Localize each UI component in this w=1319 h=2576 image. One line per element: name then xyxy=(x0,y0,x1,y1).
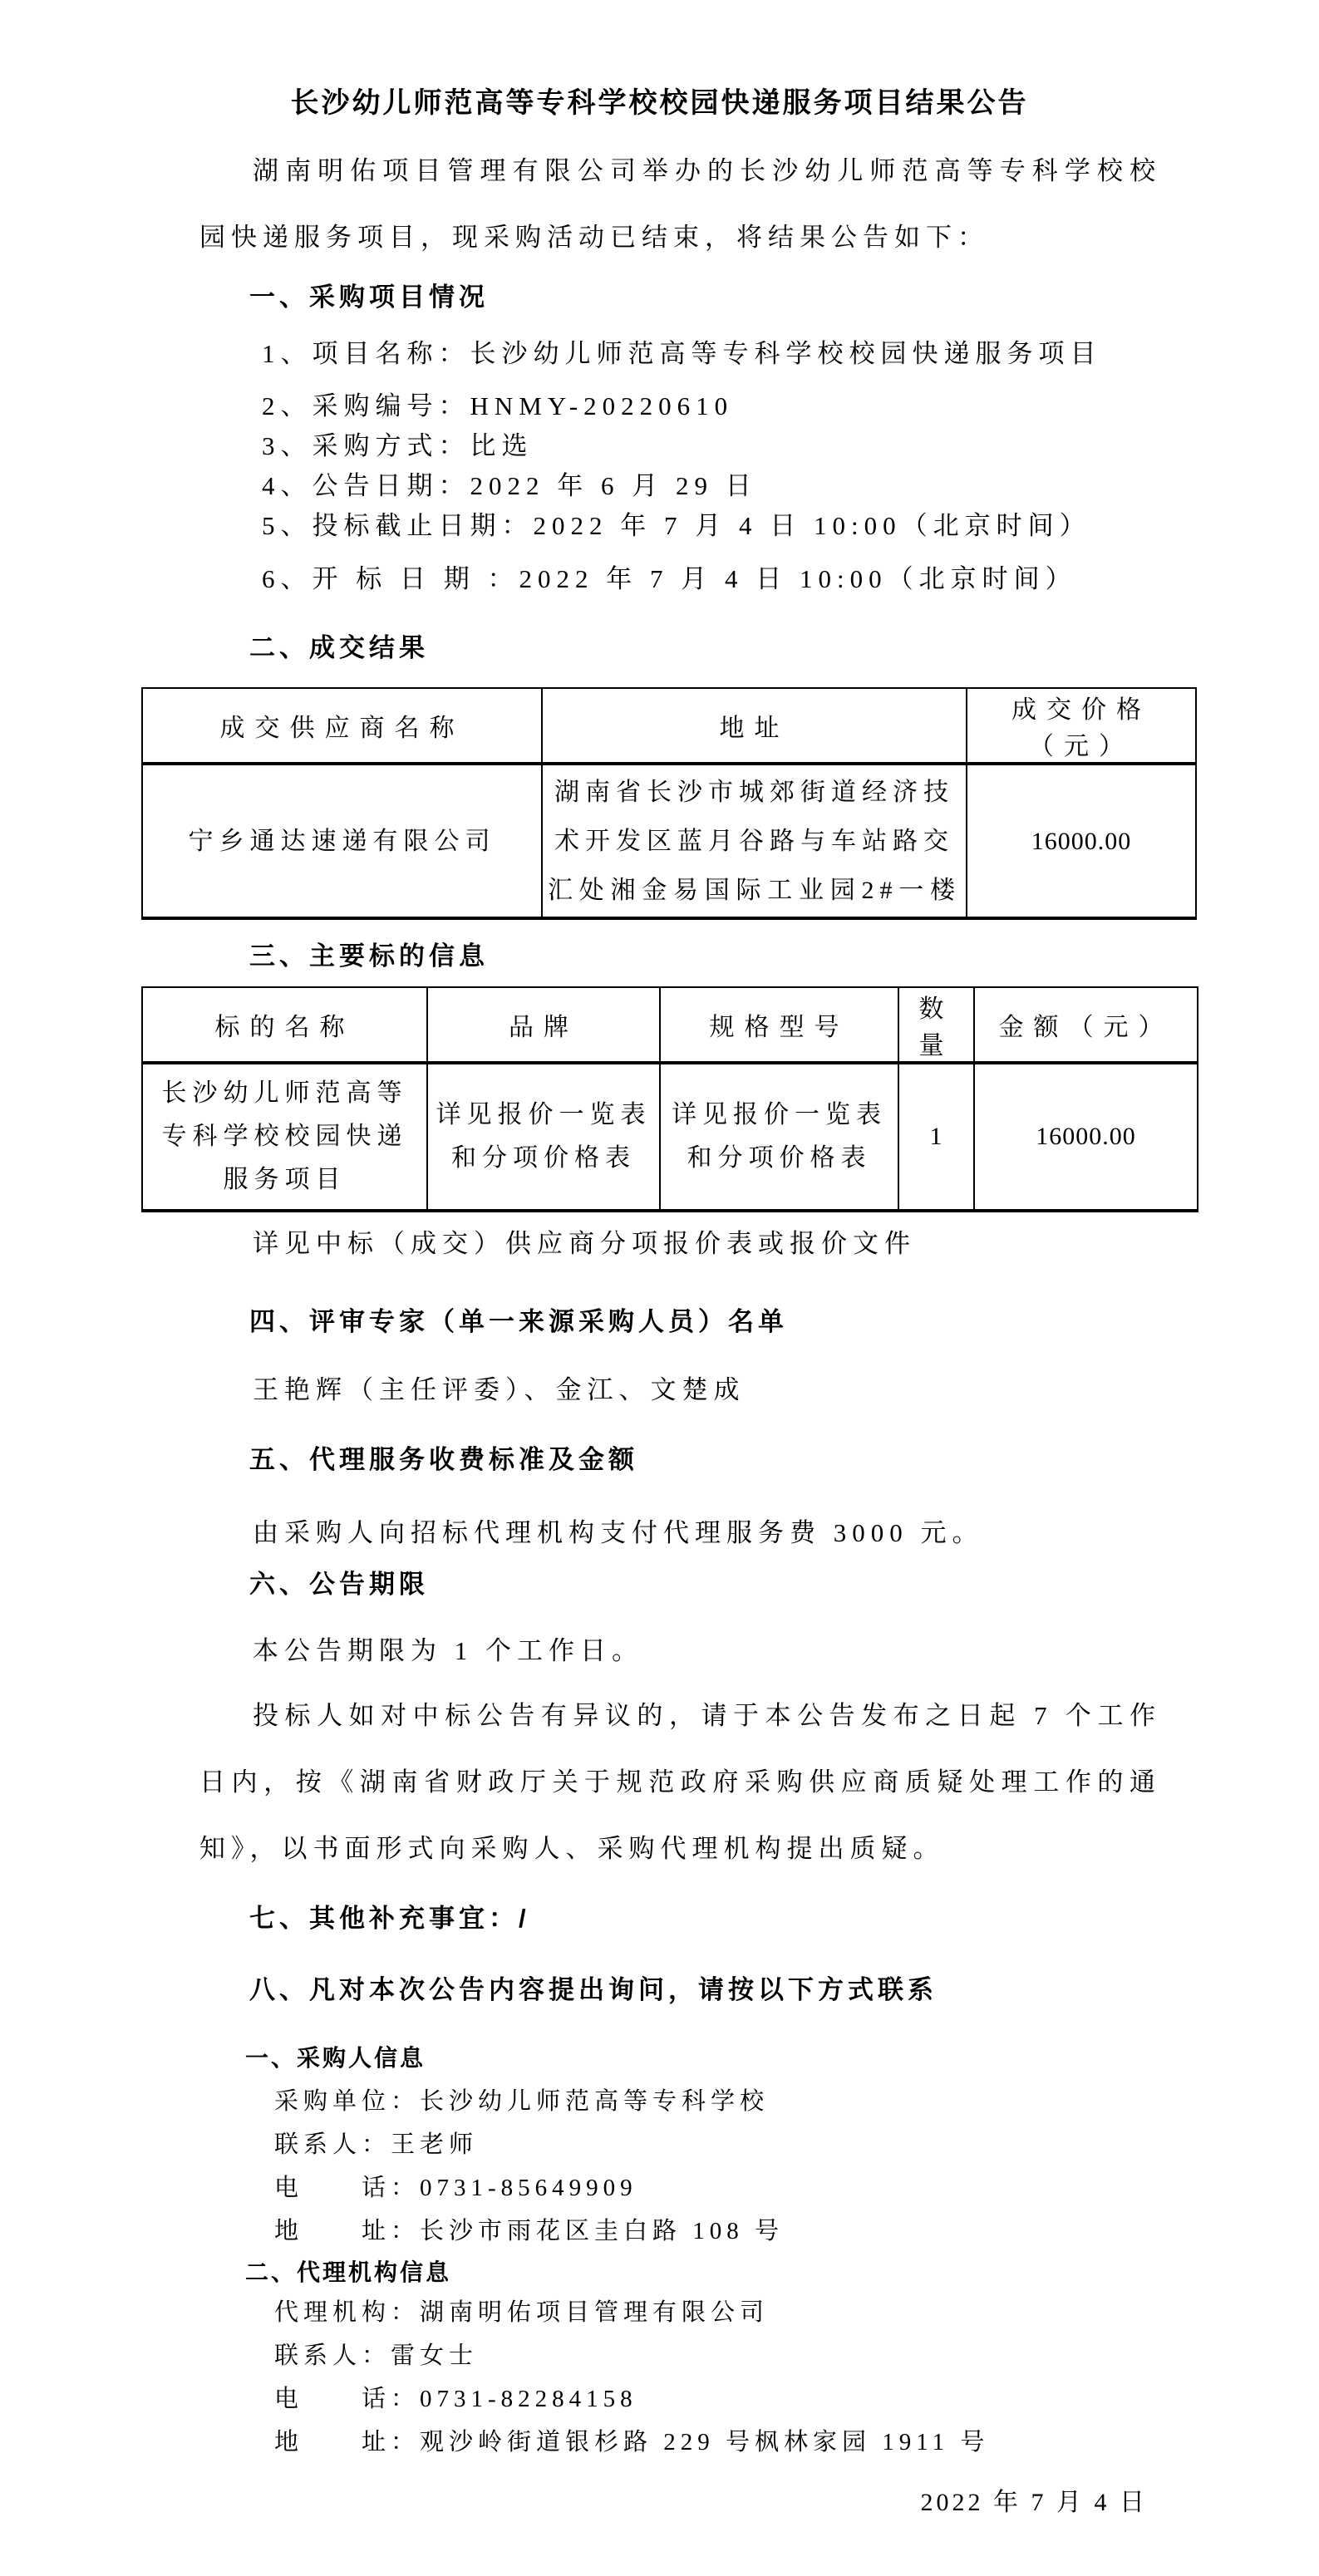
agency-contact-line: 联系人：雷女士 xyxy=(274,2342,479,2369)
subject-name-cell: 长沙幼儿师范高等专科学校校园快递服务项目 xyxy=(142,1063,427,1211)
subject-note: 详见中标（成交）供应商分项报价表或报价文件 xyxy=(253,1229,916,1258)
deal-result-header-row xyxy=(142,688,1196,764)
section-6-heading: 六、公告期限 xyxy=(249,1570,429,1599)
agency-address-line: 地 址：观沙岭街道银杉路 229 号枫林家园 1911 号 xyxy=(274,2429,990,2456)
supplier-name-header: 成交供应商名称 xyxy=(142,688,542,764)
item-procurement-number: 2、采购编号：HNMY-20220610 xyxy=(262,391,734,420)
item-bid-opening-date: 6、开 标 日 期 ：2022 年 7 月 4 日 10:00（北京时间） xyxy=(262,564,1077,593)
deal-result-row xyxy=(142,764,1196,918)
agency-fee-text: 由采购人向招标代理机构支付代理服务费 3000 元。 xyxy=(253,1518,984,1547)
item-project-name: 1、项目名称：长沙幼儿师范高等专科学校校园快递服务项目 xyxy=(262,339,1102,368)
document-title: 长沙幼儿师范高等专科学校校园快递服务项目结果公告 xyxy=(290,88,1029,119)
subject-info-header-row xyxy=(142,987,1198,1063)
section-3-heading: 三、主要标的信息 xyxy=(249,941,489,971)
section-2-heading: 二、成交结果 xyxy=(249,633,429,662)
item-bid-deadline: 5、投标截止日期：2022 年 7 月 4 日 10:00（北京时间） xyxy=(262,511,1091,540)
supplier-name-cell: 宁乡通达速递有限公司 xyxy=(142,764,542,918)
spec-model-header: 规格型号 xyxy=(660,987,898,1063)
deal-result-table xyxy=(141,687,1197,920)
amount-cell: 16000.00 xyxy=(974,1063,1198,1211)
purchaser-unit-line: 采购单位：长沙幼儿师范高等专科学校 xyxy=(274,2088,770,2115)
purchaser-info-heading: 一、采购人信息 xyxy=(245,2045,426,2071)
announcement-period-text: 本公告期限为 1 个工作日。 xyxy=(253,1636,643,1665)
deal-price-header: 成交价格（元） xyxy=(967,688,1196,764)
brand-header: 品牌 xyxy=(427,987,660,1063)
document-date: 2022 年 7 月 4 日 xyxy=(920,2489,1148,2516)
purchaser-address-line: 地 址：长沙市雨花区圭白路 108 号 xyxy=(274,2218,785,2244)
quantity-header: 数量 xyxy=(898,987,974,1063)
supplier-address-cell: 湖南省长沙市城郊街道经济技术开发区蓝月谷路与车站路交汇处湘金易国际工业园2#一楼 xyxy=(542,764,967,918)
subject-info-table xyxy=(141,986,1198,1212)
brand-cell: 详见报价一览表和分项价格表 xyxy=(427,1063,660,1211)
subject-info-row xyxy=(142,1063,1198,1211)
deal-price-cell: 16000.00 xyxy=(967,764,1196,918)
objection-paragraph: 投标人如对中标公告有异议的，请于本公告发布之日起 7 个工作日内，按《湖南省财政厅关于规范政府采购供应商质疑处理工作的通知》，以书面形式向采购人、采购代理机构提出质疑。 xyxy=(199,1701,1161,1863)
spec-model-cell: 详见报价一览表和分项价格表 xyxy=(660,1063,898,1211)
address-header: 地址 xyxy=(542,688,967,764)
amount-header: 金额（元） xyxy=(974,987,1198,1063)
section-5-heading: 五、代理服务收费标准及金额 xyxy=(249,1445,638,1474)
section-1-heading: 一、采购项目情况 xyxy=(249,283,489,312)
item-procurement-method: 3、采购方式：比选 xyxy=(262,431,534,460)
intro-paragraph: 湖南明佑项目管理有限公司举办的长沙幼儿师范高等专科学校校园快递服务项目，现采购活动已结束，将结果公告如下： xyxy=(199,156,1161,252)
quantity-cell: 1 xyxy=(898,1063,974,1211)
subject-name-header: 标的名称 xyxy=(142,987,427,1063)
agency-phone-line: 电 话：0731-82284158 xyxy=(274,2386,637,2412)
section-4-heading: 四、评审专家（单一来源采购人员）名单 xyxy=(249,1307,788,1336)
agency-info-heading: 二、代理机构信息 xyxy=(245,2259,452,2285)
section-7-heading: 七、其他补充事宜：/ xyxy=(249,1904,530,1933)
section-8-heading: 八、凡对本次公告内容提出询问，请按以下方式联系 xyxy=(249,1975,938,2004)
item-announcement-date: 4、公告日期：2022 年 6 月 29 日 xyxy=(262,471,757,500)
expert-list: 王艳辉（主任评委）、金江、文楚成 xyxy=(253,1375,746,1404)
purchaser-contact-line: 联系人：王老师 xyxy=(274,2131,479,2158)
agency-name-line: 代理机构：湖南明佑项目管理有限公司 xyxy=(274,2299,770,2326)
purchaser-phone-line: 电 话：0731-85649909 xyxy=(274,2175,637,2201)
